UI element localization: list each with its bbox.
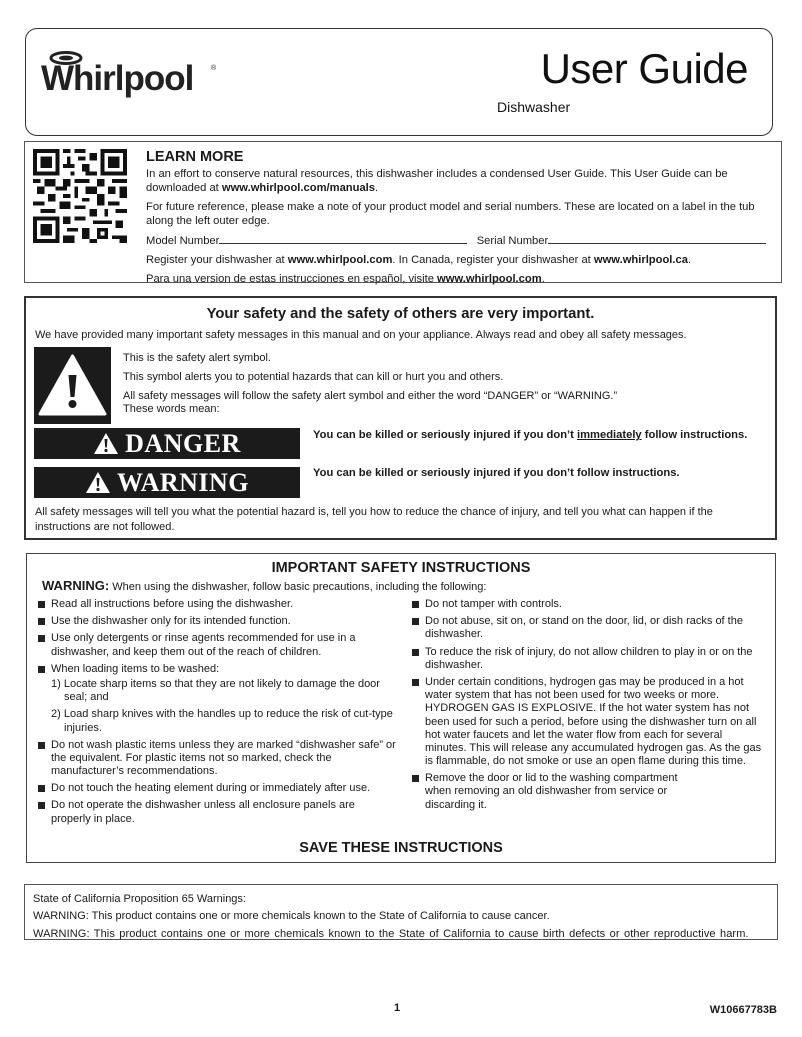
safety-heading: Your safety and the safety of others are very important. [206,306,595,322]
page-subtitle: Dishwasher [497,99,571,115]
register-link-ca[interactable]: www.whirlpool.ca [593,254,688,267]
list-item: To reduce the risk of injury, do not allow children to play in or on the dishwasher. [411,646,766,672]
list-item: Under certain conditions, hydrogen gas may be produced in a hot water system that has not been used for two weeks or more. HYDROGEN GAS IS EXPLOSIVE. If the hot water system has not been used for such a period, before using the dishwasher turn on all hot water faucets and let the water flow from each for several minutes. This will release any accumulated hydrogen gas. As the gas is flammable, do not smoke or use an open flame during this time. [411,676,766,768]
model-number-label: Model Number [146,235,220,248]
serial-number-label: Serial Number [476,235,549,248]
instructions-left-column [37,598,397,830]
list-item: Do not operate the dishwasher unless all enclosure panels are properly in place. [37,799,397,825]
instructions-heading: IMPORTANT SAFETY INSTRUCTIONS [271,560,531,576]
danger-label: DANGER [125,428,241,458]
manuals-link[interactable]: www.whirlpool.com/manuals [221,182,376,195]
qr-code[interactable] [33,149,127,243]
page-number: 1 [394,1002,401,1014]
document-number: W10667783B [709,1004,777,1016]
safety-intro: We have provided many important safety messages in this manual and on your appliance. Always read and obey all safety messages. [35,329,687,341]
model-serial-line [146,233,772,248]
alert-line: All safety messages will follow the safety alert symbol and either the word “DANGER” or “WARNING.” [123,389,618,402]
list-item: Use the dishwasher only for its intended function. [37,615,397,628]
alert-line: These words mean: [123,403,220,416]
list-item: Do not wash plastic items unless they are marked “dishwasher safe” or the equivalent. For plastic items not so marked, check the manufacturer’s recommendations. [37,739,397,779]
danger-description: You can be killed or seriously injured if you don’t immediately follow instructions. [313,429,748,441]
list-item: Do not abuse, sit on, or stand on the door, lid, or dish racks of the dishwasher. [411,615,766,641]
warning-description: You can be killed or seriously injured if you don’t follow instructions. [313,467,680,479]
serial-number-field[interactable] [548,233,766,244]
sub-list-item: 2) Load sharp knives with the handles up to reduce the risk of cut-type injuries. [51,708,393,734]
learn-more-content [146,148,772,291]
warning-label: WARNING [116,467,250,497]
list-item: Do not tamper with controls. [411,598,766,611]
prop65-warning: WARNING: This product contains one or more chemicals known to the State of California to cause cancer. [33,910,550,923]
note-paragraph: For future reference, please make a note of your product model and serial numbers. These are located on a label in the tub along the left outer edge. [146,201,755,228]
alert-line: This is the safety alert symbol. [123,352,271,364]
svg-text:Whirlpool: Whirlpool [41,59,194,98]
save-instructions: SAVE THESE INSTRUCTIONS [299,840,503,856]
safety-alert-icon [34,347,111,424]
safety-footer: All safety messages will tell you what the potential hazard is, tell you how to reduce the chance of injury, and tell you what can happen if the instructions are not followed. [35,506,713,534]
warning-signal [34,467,300,498]
danger-signal [34,428,300,459]
list-item: Remove the door or lid to the washing compartment when removing an old dishwasher from service or discarding it. [411,772,766,812]
prop65-warning: WARNING: This product contains one or more chemicals known to the State of California to cause birth defects or other reproductive harm. [33,927,749,940]
register-paragraph: Register your dishwasher at www.whirlpool.com. In Canada, register your dishwasher at www.whirlpool.ca. [146,254,692,267]
prop65-content [33,891,773,943]
warning-triangle-icon [93,432,119,455]
list-item: When loading items to be washed: [37,663,397,676]
instructions-right-column [411,598,766,816]
page-title: User Guide [540,45,748,92]
sub-list-item: 1) Locate sharp items so that they are not likely to damage the door seal; and [51,677,380,704]
instructions-warning: WARNING: When using the dishwasher, follow basic precautions, including the following: [42,578,487,593]
list-item: Do not touch the heating element during or immediately after use. [37,782,397,795]
download-paragraph: In an effort to conserve natural resources, this dishwasher includes a condensed User Guide. This User Guide can be downloaded at www.whirlpool.com/manuals. [146,168,728,195]
warning-triangle-icon [85,471,111,494]
whirlpool-logo [40,46,225,106]
register-link-us[interactable]: www.whirlpool.com [287,254,393,267]
alert-explanation [123,352,773,422]
learn-more-heading: LEARN MORE [146,149,244,165]
alert-line: This symbol alerts you to potential hazards that can kill or hurt you and others. [123,370,504,383]
model-number-field[interactable] [219,233,467,244]
spanish-paragraph: Para una version de estas instrucciones en español, visite www.whirlpool.com. [146,273,545,286]
svg-text:®: ® [211,65,217,72]
spanish-link[interactable]: www.whirlpool.com [437,273,542,286]
prop65-title: State of California Proposition 65 Warnings: [33,893,246,905]
list-item: Read all instructions before using the dishwasher. [37,598,397,611]
list-item: Use only detergents or rinse agents recommended for use in a dishwasher, and keep them out of the reach of children. [37,632,397,658]
